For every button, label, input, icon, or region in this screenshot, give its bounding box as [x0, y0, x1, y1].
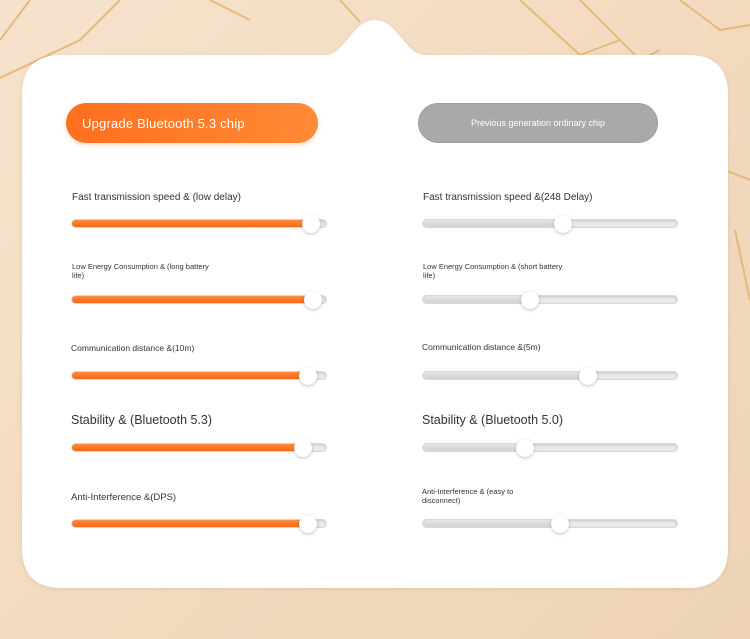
left-row-3-fill [72, 372, 308, 379]
right-row-1-fill [423, 220, 563, 227]
left-row-3-bar [71, 371, 327, 380]
left-row-4-bar [71, 443, 327, 452]
right-row-2-bar [422, 295, 678, 304]
right-row-1-knob [554, 215, 572, 233]
right-row-1-bar [422, 219, 678, 228]
left-row-5-bar [71, 519, 327, 528]
right-row-4-bar [422, 443, 678, 452]
right-row-5-label: Anti-Interference & (easy to disconnect) [422, 487, 514, 505]
left-row-3-knob [299, 367, 317, 385]
right-row-4-fill [423, 444, 525, 451]
upgrade-chip-pill [66, 103, 318, 143]
left-row-2-label: Low Energy Consumption & (long battery life) [72, 262, 209, 280]
left-row-1-label: Fast transmission speed & (low delay) [72, 192, 241, 203]
left-row-1-fill [72, 220, 311, 227]
right-row-5-bar [422, 519, 678, 528]
left-row-4-label: Stability & (Bluetooth 5.3) [71, 413, 213, 427]
upgrade-chip-label: Upgrade Bluetooth 5.3 chip [82, 115, 245, 131]
right-row-3-knob [579, 367, 597, 385]
right-row-3-fill [423, 372, 588, 379]
right-row-2-fill [423, 296, 530, 303]
left-row-1-bar [71, 219, 327, 228]
right-row-3-bar [422, 371, 678, 380]
ordinary-chip-label: Previous generation ordinary chip [470, 118, 606, 128]
right-row-4-label: Stability & (Bluetooth 5.0) [422, 413, 564, 427]
right-row-3-label: Communication distance &(5m) [422, 342, 541, 352]
left-row-5-label: Anti-Interference &(DPS) [71, 492, 177, 503]
right-row-5-knob [551, 515, 569, 533]
left-row-1-knob [302, 215, 320, 233]
left-row-4-fill [72, 444, 303, 451]
left-row-2-knob [304, 291, 322, 309]
right-row-2-knob [521, 291, 539, 309]
left-row-4-knob [294, 439, 312, 457]
left-row-2-fill [72, 296, 313, 303]
ordinary-chip-pill [418, 103, 658, 143]
right-row-4-knob [516, 439, 534, 457]
right-row-1-label: Fast transmission speed &(248 Delay) [423, 192, 593, 203]
right-row-2-label: Low Energy Consumption & (short battery life) [423, 262, 563, 280]
left-row-5-knob [299, 515, 317, 533]
right-row-5-fill [423, 520, 560, 527]
left-row-3-label: Communication distance &(10m) [71, 343, 195, 353]
left-row-5-fill [72, 520, 308, 527]
left-row-2-bar [71, 295, 327, 304]
